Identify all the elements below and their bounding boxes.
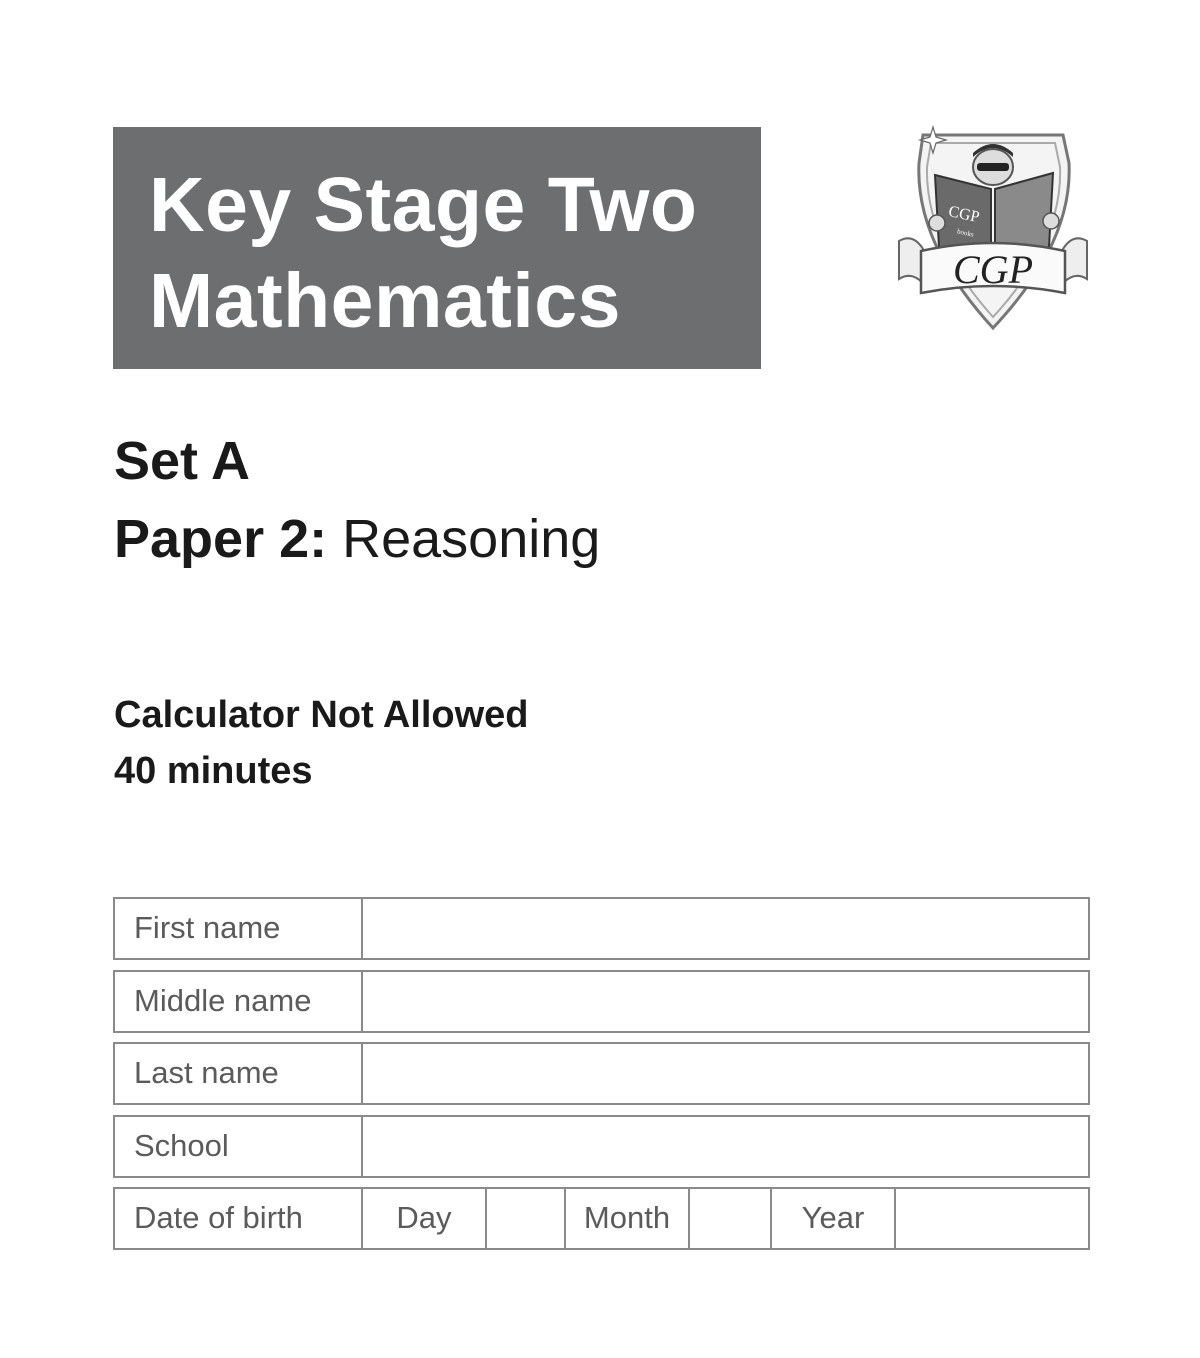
last-name-row [113,1042,1090,1105]
last-name-label: Last name [115,1044,363,1103]
year-field[interactable] [896,1189,1088,1248]
school-row [113,1115,1090,1178]
logo-book-text: CGP [946,203,981,227]
day-label: Day [363,1189,487,1248]
middle-name-field[interactable] [363,972,1088,1031]
paper-label: Paper 2: [114,509,328,569]
title-banner [113,127,761,369]
school-label: School [115,1117,363,1176]
set-title: Set A [114,431,251,491]
title-line-2: Mathematics [149,258,621,344]
middle-name-row [113,970,1090,1033]
month-field[interactable] [690,1189,772,1248]
paper-name: Reasoning [342,509,601,569]
middle-name-label: Middle name [115,972,363,1031]
duration: 40 minutes [114,750,313,792]
first-name-field[interactable] [363,899,1088,958]
calculator-note: Calculator Not Allowed [114,694,529,736]
last-name-field[interactable] [363,1044,1088,1103]
school-field[interactable] [363,1117,1088,1176]
cgp-logo [893,123,1093,337]
svg-text:books: books [956,227,975,239]
date-of-birth-row [113,1187,1090,1250]
year-label: Year [772,1189,896,1248]
logo-wordmark: CGP [953,247,1033,292]
paper-heading [114,506,600,572]
month-label: Month [566,1189,690,1248]
first-name-label: First name [115,899,363,958]
date-of-birth-label: Date of birth [115,1189,363,1248]
student-details-form [113,897,1090,1260]
day-field[interactable] [487,1189,566,1248]
title-line-1: Key Stage Two [149,162,698,248]
first-name-row [113,897,1090,960]
